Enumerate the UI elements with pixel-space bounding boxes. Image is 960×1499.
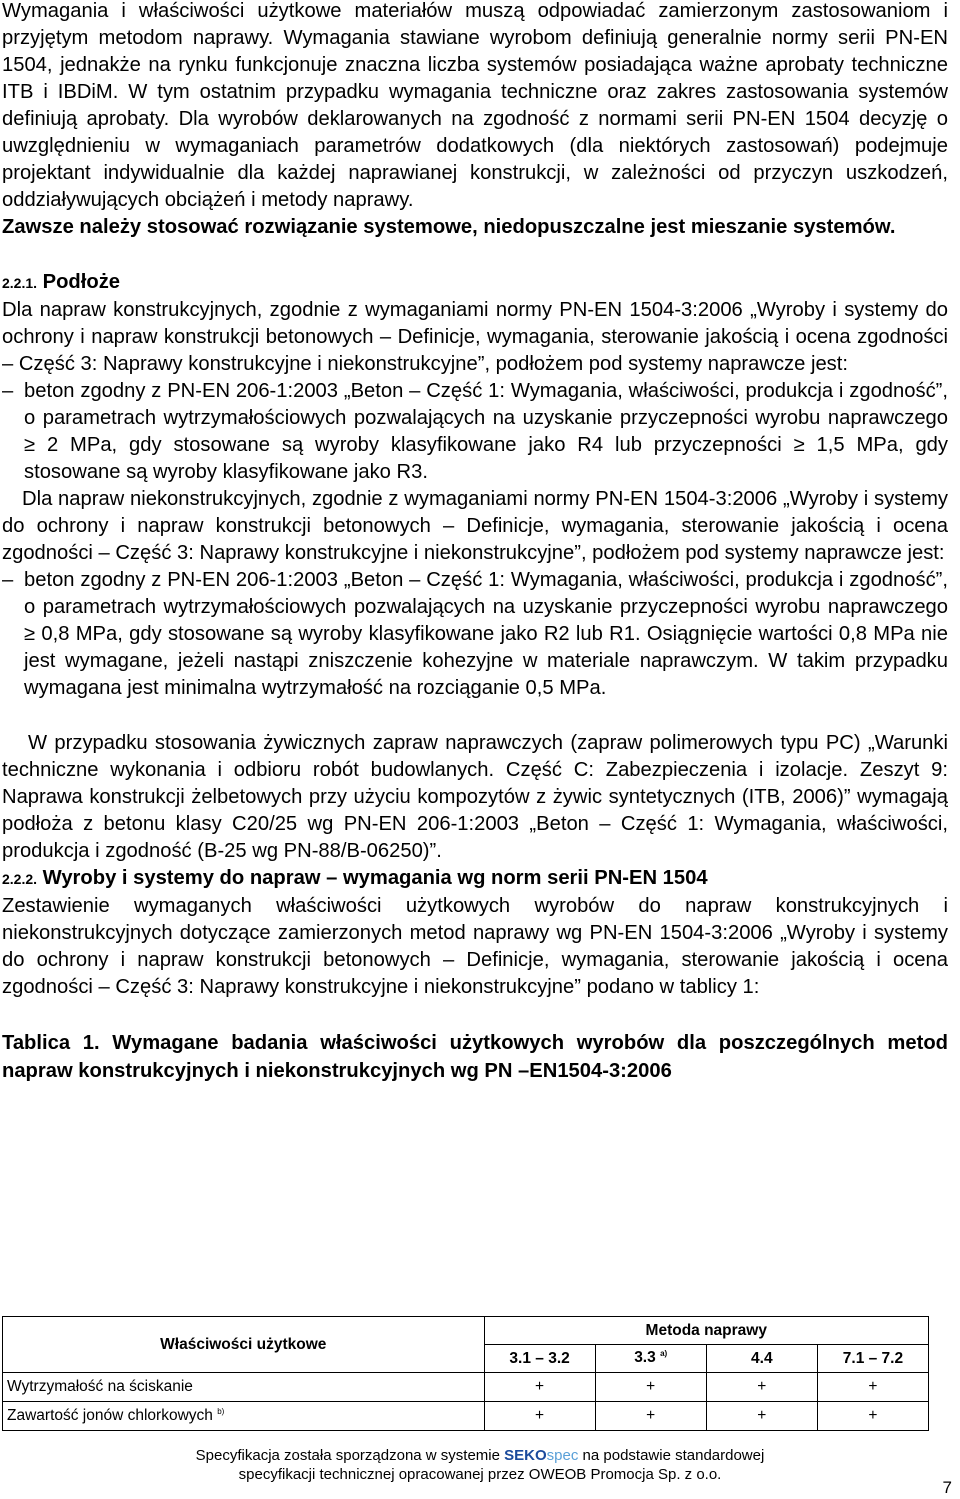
table-cell: + — [706, 1373, 817, 1402]
nonstructural-requirement-item — [2, 567, 948, 702]
resin-mortar-paragraph: W przypadku stosowania żywicznych zapraw naprawczych (zapraw polimerowych typu PC) „Warunki techniczne wykonania i odbioru robót budowlanych. Część C: Zabezpieczenia i izolacje. Zeszyt 9: Naprawa konstrukcji żelbetowych przy użyciu kompozytów z żywic syntetycznych (ITB, 2006)” wymagają podłoża z betonu klasy C20/25 wg PN-EN 206-1:2003 „Beton – Część 1: Wymagania, właściwości, produkcja i zgodność (B-25 wg PN-88/B-06250)”. — [2, 732, 948, 862]
nonstructural-requirement-text: beton zgodny z PN-EN 206-1:2003 „Beton – Część 1: Wymagania, właściwości, produkcja i zgodność”, o parametrach wytrzymałościowych pozwalających na uzyskanie przyczepności wyrobu naprawczego ≥ 0,8 MPa, gdy stosowane są wyroby klasyfikowane jako R2 lub R1. Osiągnięcie wartości 0,8 MPa nie jest wymagane, jeżeli nastąpi zniszczenie kohezyjne w materiale naprawczym. W takim przypadku wymagana jest minimalna wytrzymałość na rozciąganie 0,5 MPa. — [24, 569, 948, 699]
method-header: 4.4 — [706, 1345, 817, 1373]
section-2-2-2-text: Zestawienie wymaganych właściwości użytkowych wyrobów do napraw konstrukcyjnych i niekonstrukcyjnych dotyczące zamierzonych metod naprawy wg PN-EN 1504-3:2006 „Wyroby i systemy do ochrony i napraw konstrukcji betonowych – Definicje, wymagania, sterowanie jakością i ocena zgodności – Część 3: Naprawy konstrukcyjne i niekonstrukcyjne” podano w tablicy 1: — [2, 895, 948, 998]
property-label: Zawartość jonów chlorkowych $^{b)}$ — [3, 1402, 485, 1431]
method-column-header: Metoda naprawy — [484, 1317, 928, 1345]
structural-intro: Dla napraw konstrukcyjnych, zgodnie z wymaganiami normy PN-EN 1504-3:2006 „Wyroby i systemy do ochrony i napraw konstrukcji betonowych – Definicje, wymagania, sterowanie jakością i ocena zgodności – Część 3: Naprawy konstrukcyjne i niekonstrukcyjne”, podłożem pod systemy naprawcze jest: — [2, 299, 948, 375]
method-header: 3.1 – 3.2 — [484, 1345, 595, 1373]
table-row — [3, 1373, 929, 1402]
nonstructural-intro: Dla napraw niekonstrukcyjnych, zgodnie z wymaganiami normy PN-EN 1504-3:2006 „Wyroby i systemy do ochrony i napraw konstrukcji betonowych – Definicje, wymagania, sterowanie jakością i ocena zgodności – Część 3: Naprawy konstrukcyjne i niekonstrukcyjne”, podłożem pod systemy naprawcze jest: — [2, 488, 948, 564]
table-cell: + — [817, 1402, 928, 1431]
method-header: 7.1 – 7.2 — [817, 1345, 928, 1373]
footer-line-1: Specyfikacja została sporządzona w systemie SEKOspec na podstawie standardowej — [195, 1447, 765, 1464]
table-cell: + — [484, 1402, 595, 1431]
footer-line-2: specyfikacji technicznej opracowanej przez OWEOB Promocja Sp. z o.o. — [238, 1466, 722, 1483]
table-cell: + — [595, 1373, 706, 1402]
table-row — [3, 1402, 929, 1431]
footnote-marker: b) — [217, 1406, 225, 1416]
property-label: Wytrzymałość na ściskanie — [3, 1373, 485, 1402]
section-number: 2.2.1. — [2, 275, 38, 291]
intro-bold-note: Zawsze należy stosować rozwiązanie systemowe, niedopuszczalne jest mieszanie systemów. — [2, 216, 896, 238]
structural-requirement-item — [2, 378, 948, 486]
sekospec-logo: SEKOspec — [504, 1447, 579, 1464]
table-cell: + — [595, 1402, 706, 1431]
section-2-2-1-heading — [2, 269, 948, 297]
section-title: Wyroby i systemy do napraw – wymagania wg norm serii PN-EN 1504 — [42, 867, 708, 889]
footnote-marker: a) — [660, 1349, 668, 1359]
property-column-header: Właściwości użytkowe — [3, 1317, 485, 1373]
section-number: 2.2.2. — [2, 871, 38, 887]
document-page — [2, 0, 948, 1085]
section-title: Podłoże — [42, 271, 121, 293]
table-caption: Tablica 1. Wymagane badania właściwości użytkowych wyrobów dla poszczególnych metod napraw konstrukcyjnych i niekonstrukcyjnych wg PN –EN1504-3:2006 — [2, 1032, 948, 1082]
page-number: 7 — [942, 1478, 952, 1497]
table-cell: + — [706, 1402, 817, 1431]
section-2-2-2-heading — [2, 865, 948, 893]
dash-bullet: – — [2, 380, 14, 402]
structural-requirement-text: beton zgodny z PN-EN 206-1:2003 „Beton – Część 1: Wymagania, właściwości, produkcja i zgodność”, o parametrach wytrzymałościowych pozwalających na uzyskanie przyczepności wyrobu naprawczego ≥ 2 MPa, gdy stosowane są wyroby klasyfikowane jako R4 lub przyczepności ≥ 1,5 MPa, gdy stosowane są wyroby klasyfikowane jako R3. — [24, 380, 948, 483]
method-header: 3.3 $^{a)}$ — [595, 1345, 706, 1373]
intro-paragraph: Wymagania i właściwości użytkowe materiałów muszą odpowiadać zamierzonym zastosowaniom i przyjętym metodom naprawy. Wymagania stawiane wyrobom definiują generalnie normy serii PN-EN 1504, jednakże na rynku funkcjonuje znaczna liczba systemów posiadająca ważne aprobaty techniczne ITB i IBDiM. W tym ostatnim przypadku wymagania techniczne oraz zakres zastosowania systemów definiują aprobaty. Dla wyrobów deklarowanych na zgodność z normami serii PN-EN 1504 decyzję o uwzględnieniu w wymaganiach parametrów dodatkowych (dla niektórych zastosowań) podejmuje projektant indywidualnie dla każdej naprawianej konstrukcji, w zależności od przyczyn uszkodzeń, oddziaływujących obciążeń i metody naprawy. — [2, 0, 948, 211]
requirements-table — [2, 1316, 929, 1431]
table-cell: + — [817, 1373, 928, 1402]
dash-bullet: – — [2, 569, 14, 591]
table-cell: + — [484, 1373, 595, 1402]
